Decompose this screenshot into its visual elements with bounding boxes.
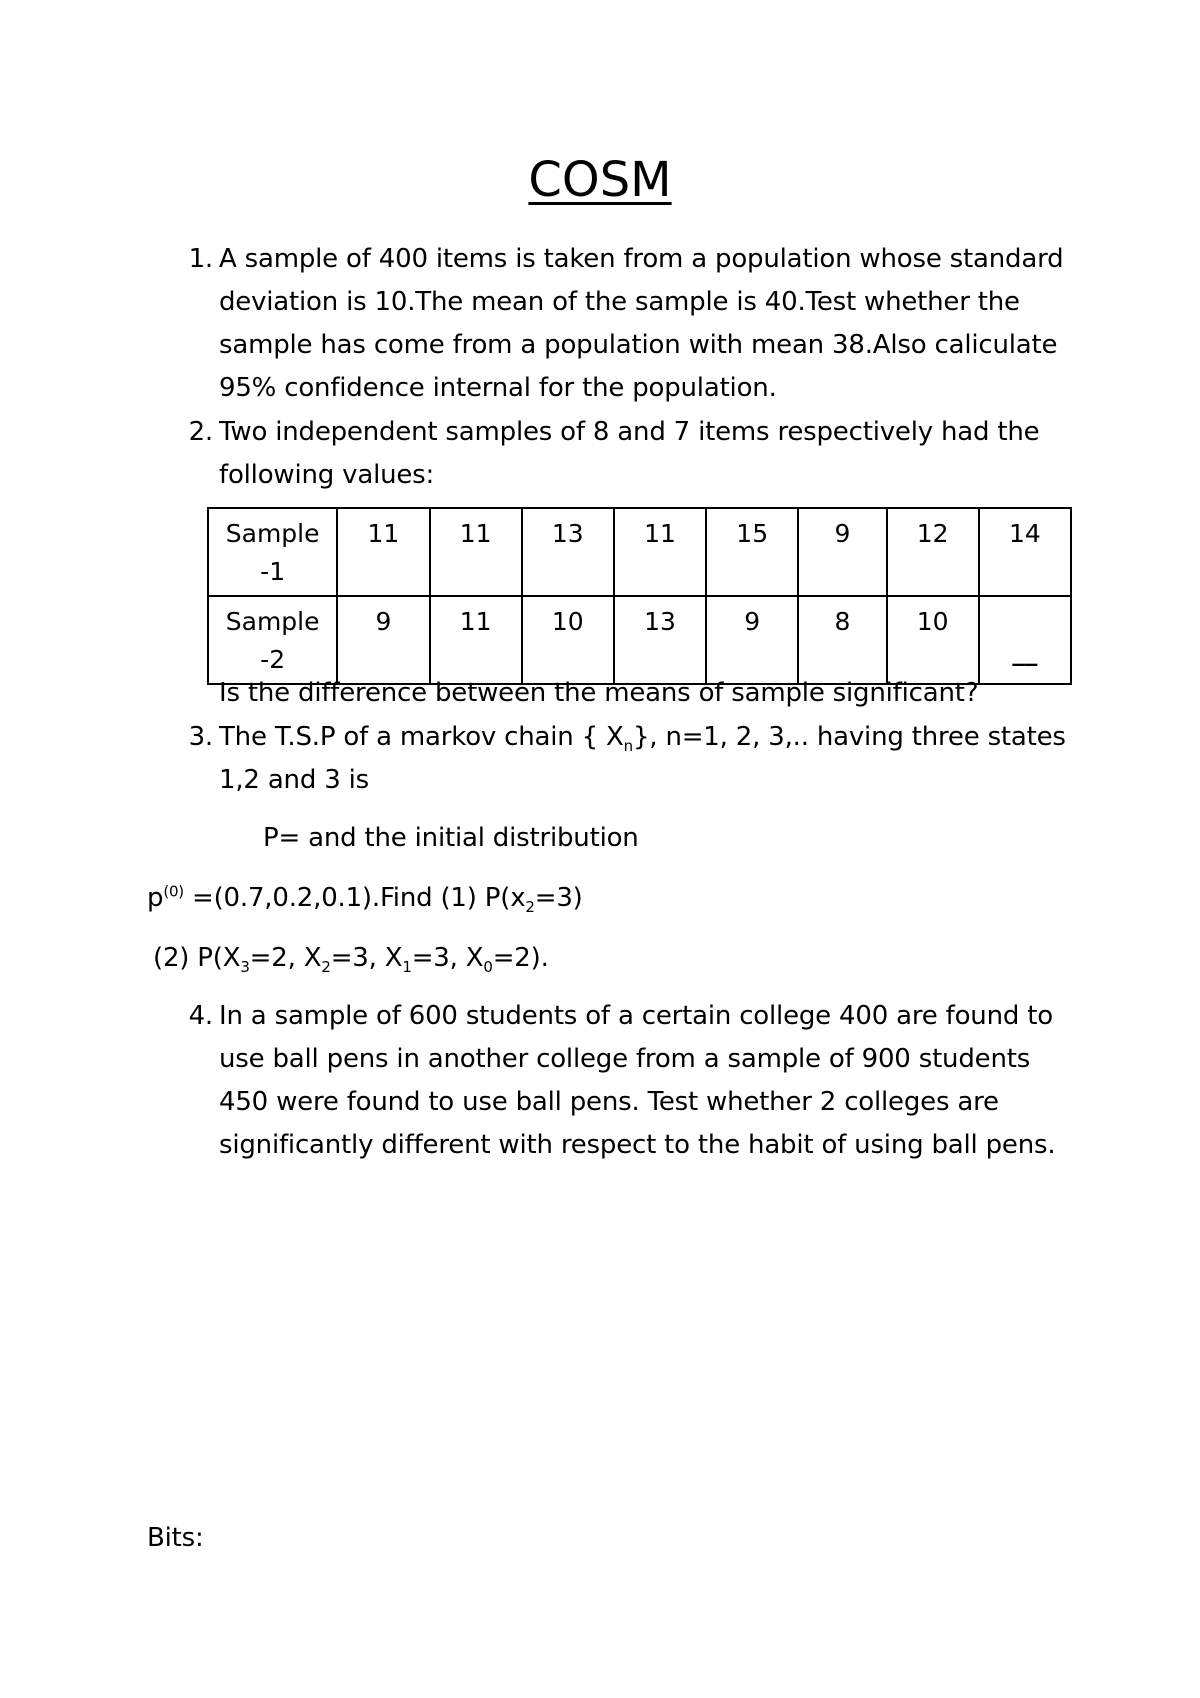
table-cell: 11 — [614, 508, 706, 596]
table-cell: 9 — [337, 596, 429, 684]
table-cell: 8 — [798, 596, 886, 684]
question-text: A sample of 400 items is taken from a population whose standard deviation is 10.The mean of the sample is 40.Test whether the sample has come from a population with mean 38.Also caliculate 95% confidence internal for the population. — [219, 244, 1064, 403]
table-cell: 9 — [798, 508, 886, 596]
table-cell: 11 — [337, 508, 429, 596]
row-label-line2: -2 — [260, 645, 286, 674]
table-cell: 9 — [706, 596, 798, 684]
question-text: Two independent samples of 8 and 7 items respectively had the following values: — [219, 417, 1040, 490]
table-cell: 14 — [979, 508, 1071, 596]
question-text: The T.S.P of a markov chain { $X_n$}, n=1, 2, 3,.. having three states 1,2 and 3 is — [219, 722, 1066, 795]
table-cell: 11 — [430, 508, 522, 596]
samples-table — [207, 507, 1072, 685]
table-row — [208, 596, 1071, 684]
question-number: 3. — [188, 722, 213, 752]
row-label-line1: Sample — [225, 519, 320, 548]
table-cell: 12 — [887, 508, 979, 596]
question-text: In a sample of 600 students of a certain college 400 are found to use ball pens in another college from a sample of 900 students 450 were found to use ball pens. Test whether 2 colleges are significantly different with respect to the habit of using ball pens. — [219, 1001, 1056, 1160]
question-number: 2. — [188, 417, 213, 447]
bits-label: Bits: — [147, 1523, 204, 1553]
table-cell: 11 — [430, 596, 522, 684]
question-3-matrix-line: P= and the initial distribution — [263, 823, 639, 853]
question-number: 4. — [188, 1001, 213, 1031]
question-2-followup: Is the difference between the means of sample significant? — [219, 678, 979, 708]
table-cell: 10 — [887, 596, 979, 684]
table-cell — [979, 596, 1071, 684]
row-label — [208, 596, 337, 684]
question-3-part-2: (2) $P(X_3=2$, $X_2=3$, $X_1=3$, $X_0=2$). — [153, 943, 549, 977]
table-cell: 10 — [522, 596, 614, 684]
table-row — [208, 508, 1071, 596]
row-label — [208, 508, 337, 596]
row-label-line1: Sample — [225, 607, 320, 636]
question-3-initial-distribution: $p^{(0)}$ =(0.7,0.2,0.1).Find (1) $P(x_2=3)$ — [147, 882, 583, 917]
table-cell: 13 — [522, 508, 614, 596]
table-cell: 13 — [614, 596, 706, 684]
page-title: COSM — [528, 152, 672, 208]
row-label-line2: -1 — [260, 557, 286, 586]
empty-cell-dash: __ — [1012, 637, 1038, 666]
table-cell: 15 — [706, 508, 798, 596]
question-number: 1. — [188, 244, 213, 274]
